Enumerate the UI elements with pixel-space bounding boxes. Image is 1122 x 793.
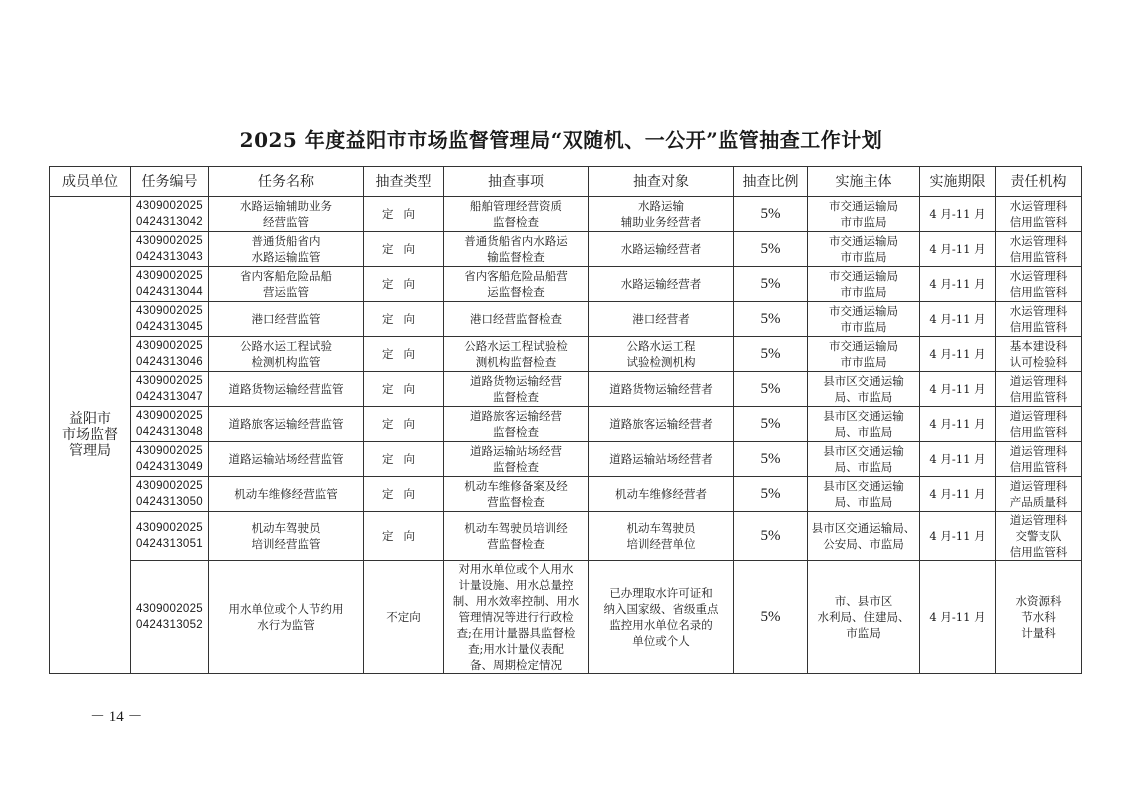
table-row: [50, 442, 1082, 477]
check-target-cell: 港口经营者: [589, 302, 734, 337]
check-item-cell: 道路旅客运输经营 监督检查: [444, 407, 589, 442]
task-code-cell: 4309002025 0424313043: [131, 232, 209, 267]
check-ratio-cell: 5%: [734, 442, 808, 477]
check-item-cell: 省内客船危险品船营 运监督检查: [444, 267, 589, 302]
check-target-cell: 公路水运工程 试验检测机构: [589, 337, 734, 372]
period-cell: 4 月-11 月: [920, 512, 996, 561]
header-check-item: 抽查事项: [444, 167, 589, 197]
task-name-cell: 普通货船省内 水路运输监管: [209, 232, 364, 267]
header-implementer: 实施主体: [808, 167, 920, 197]
agency-cell: 水运管理科 信用监管科: [996, 197, 1082, 232]
period-cell: 4 月-11 月: [920, 302, 996, 337]
task-code-cell: 4309002025 0424313044: [131, 267, 209, 302]
check-type-cell: 定向: [364, 477, 444, 512]
period-cell: 4 月-11 月: [920, 267, 996, 302]
member-unit-cell: 益阳市 市场监督 管理局: [50, 197, 131, 674]
table-row: [50, 197, 1082, 232]
header-task-code: 任务编号: [131, 167, 209, 197]
implementer-cell: 市交通运输局 市市监局: [808, 302, 920, 337]
agency-cell: 道运管理科 信用监管科: [996, 442, 1082, 477]
check-target-cell: 已办理取水许可证和 纳入国家级、省级重点 监控用水单位名录的 单位或个人: [589, 561, 734, 674]
task-code-cell: 4309002025 0424313045: [131, 302, 209, 337]
implementer-cell: 市、县市区 水利局、住建局、 市监局: [808, 561, 920, 674]
check-item-cell: 普通货船省内水路运 输监督检查: [444, 232, 589, 267]
task-name-cell: 省内客船危险品船 营运监管: [209, 267, 364, 302]
task-name-cell: 港口经营监管: [209, 302, 364, 337]
header-check-target: 抽查对象: [589, 167, 734, 197]
period-cell: 4 月-11 月: [920, 232, 996, 267]
period-cell: 4 月-11 月: [920, 197, 996, 232]
implementer-cell: 市交通运输局 市市监局: [808, 197, 920, 232]
table-row: [50, 337, 1082, 372]
check-target-cell: 水路运输经营者: [589, 267, 734, 302]
period-cell: 4 月-11 月: [920, 372, 996, 407]
check-item-cell: 机动车驾驶员培训经 营监督检查: [444, 512, 589, 561]
check-type-cell: 定向: [364, 197, 444, 232]
task-name-cell: 道路运输站场经营监管: [209, 442, 364, 477]
header-member-unit: 成员单位: [50, 167, 131, 197]
period-cell: 4 月-11 月: [920, 407, 996, 442]
agency-cell: 道运管理科 信用监管科: [996, 407, 1082, 442]
page-number: － 14 －: [90, 709, 143, 725]
check-ratio-cell: 5%: [734, 267, 808, 302]
check-item-cell: 对用水单位或个人用水 计量设施、用水总量控 制、用水效率控制、用水 管理情况等进行行政检 查;在用计量器具监督检 查;用水计量仪表配 备、周期检定情况: [444, 561, 589, 674]
agency-cell: 水运管理科 信用监管科: [996, 232, 1082, 267]
task-code-cell: 4309002025 0424313046: [131, 337, 209, 372]
implementer-cell: 市交通运输局 市市监局: [808, 267, 920, 302]
task-name-cell: 机动车驾驶员 培训经营监管: [209, 512, 364, 561]
agency-cell: 水运管理科 信用监管科: [996, 267, 1082, 302]
check-item-cell: 道路货物运输经营 监督检查: [444, 372, 589, 407]
task-name-cell: 用水单位或个人节约用 水行为监管: [209, 561, 364, 674]
check-item-cell: 港口经营监督检查: [444, 302, 589, 337]
table-row: [50, 407, 1082, 442]
check-target-cell: 机动车驾驶员 培训经营单位: [589, 512, 734, 561]
plan-table: [49, 166, 1082, 674]
check-target-cell: 机动车维修经营者: [589, 477, 734, 512]
check-target-cell: 水路运输 辅助业务经营者: [589, 197, 734, 232]
check-type-cell: 定向: [364, 267, 444, 302]
check-type-cell: 定向: [364, 442, 444, 477]
task-code-cell: 4309002025 0424313047: [131, 372, 209, 407]
table-row: [50, 372, 1082, 407]
check-ratio-cell: 5%: [734, 337, 808, 372]
implementer-cell: 市交通运输局 市市监局: [808, 337, 920, 372]
check-item-cell: 机动车维修备案及经 营监督检查: [444, 477, 589, 512]
page-title: 2025 年度益阳市市场监督管理局“双随机、一公开”监管抽查工作计划: [239, 128, 883, 152]
check-target-cell: 道路运输站场经营者: [589, 442, 734, 477]
check-target-cell: 水路运输经营者: [589, 232, 734, 267]
table-row: [50, 232, 1082, 267]
header-row: [50, 167, 1082, 197]
implementer-cell: 县市区交通运输 局、市监局: [808, 407, 920, 442]
period-cell: 4 月-11 月: [920, 561, 996, 674]
period-cell: 4 月-11 月: [920, 337, 996, 372]
agency-cell: 水运管理科 信用监管科: [996, 302, 1082, 337]
check-type-cell: 定向: [364, 372, 444, 407]
agency-cell: 基本建设科 认可检验科: [996, 337, 1082, 372]
check-item-cell: 船舶管理经营资质 监督检查: [444, 197, 589, 232]
header-period: 实施期限: [920, 167, 996, 197]
check-type-cell: 定向: [364, 232, 444, 267]
check-target-cell: 道路旅客运输经营者: [589, 407, 734, 442]
task-name-cell: 道路旅客运输经营监管: [209, 407, 364, 442]
period-cell: 4 月-11 月: [920, 442, 996, 477]
agency-cell: 水资源科 节水科 计量科: [996, 561, 1082, 674]
task-code-cell: 4309002025 0424313048: [131, 407, 209, 442]
table-row: [50, 477, 1082, 512]
table-row: [50, 302, 1082, 337]
check-item-cell: 道路运输站场经营 监督检查: [444, 442, 589, 477]
check-type-cell: 定向: [364, 512, 444, 561]
implementer-cell: 县市区交通运输 局、市监局: [808, 477, 920, 512]
check-ratio-cell: 5%: [734, 477, 808, 512]
check-ratio-cell: 5%: [734, 197, 808, 232]
task-name-cell: 公路水运工程试验 检测机构监管: [209, 337, 364, 372]
implementer-cell: 市交通运输局 市市监局: [808, 232, 920, 267]
check-target-cell: 道路货物运输经营者: [589, 372, 734, 407]
implementer-cell: 县市区交通运输 局、市监局: [808, 442, 920, 477]
check-ratio-cell: 5%: [734, 561, 808, 674]
check-item-cell: 公路水运工程试验检 测机构监督检查: [444, 337, 589, 372]
header-responsible-agency: 责任机构: [996, 167, 1082, 197]
check-ratio-cell: 5%: [734, 232, 808, 267]
task-name-cell: 水路运输辅助业务 经营监管: [209, 197, 364, 232]
task-code-cell: 4309002025 0424313052: [131, 561, 209, 674]
implementer-cell: 县市区交通运输 局、市监局: [808, 372, 920, 407]
header-check-ratio: 抽查比例: [734, 167, 808, 197]
task-code-cell: 4309002025 0424313050: [131, 477, 209, 512]
task-name-cell: 道路货物运输经营监管: [209, 372, 364, 407]
check-type-cell: 定向: [364, 407, 444, 442]
table-row: [50, 267, 1082, 302]
header-task-name: 任务名称: [209, 167, 364, 197]
check-ratio-cell: 5%: [734, 372, 808, 407]
agency-cell: 道运管理科 交警支队 信用监管科: [996, 512, 1082, 561]
agency-cell: 道运管理科 产品质量科: [996, 477, 1082, 512]
task-code-cell: 4309002025 0424313049: [131, 442, 209, 477]
check-ratio-cell: 5%: [734, 302, 808, 337]
implementer-cell: 县市区交通运输局、 公安局、市监局: [808, 512, 920, 561]
check-ratio-cell: 5%: [734, 512, 808, 561]
agency-cell: 道运管理科 信用监管科: [996, 372, 1082, 407]
check-ratio-cell: 5%: [734, 407, 808, 442]
table-row: [50, 512, 1082, 561]
check-type-cell: 不定向: [364, 561, 444, 674]
task-name-cell: 机动车维修经营监管: [209, 477, 364, 512]
header-check-type: 抽查类型: [364, 167, 444, 197]
check-type-cell: 定向: [364, 337, 444, 372]
task-code-cell: 4309002025 0424313051: [131, 512, 209, 561]
check-type-cell: 定向: [364, 302, 444, 337]
period-cell: 4 月-11 月: [920, 477, 996, 512]
table-row: [50, 561, 1082, 674]
task-code-cell: 4309002025 0424313042: [131, 197, 209, 232]
